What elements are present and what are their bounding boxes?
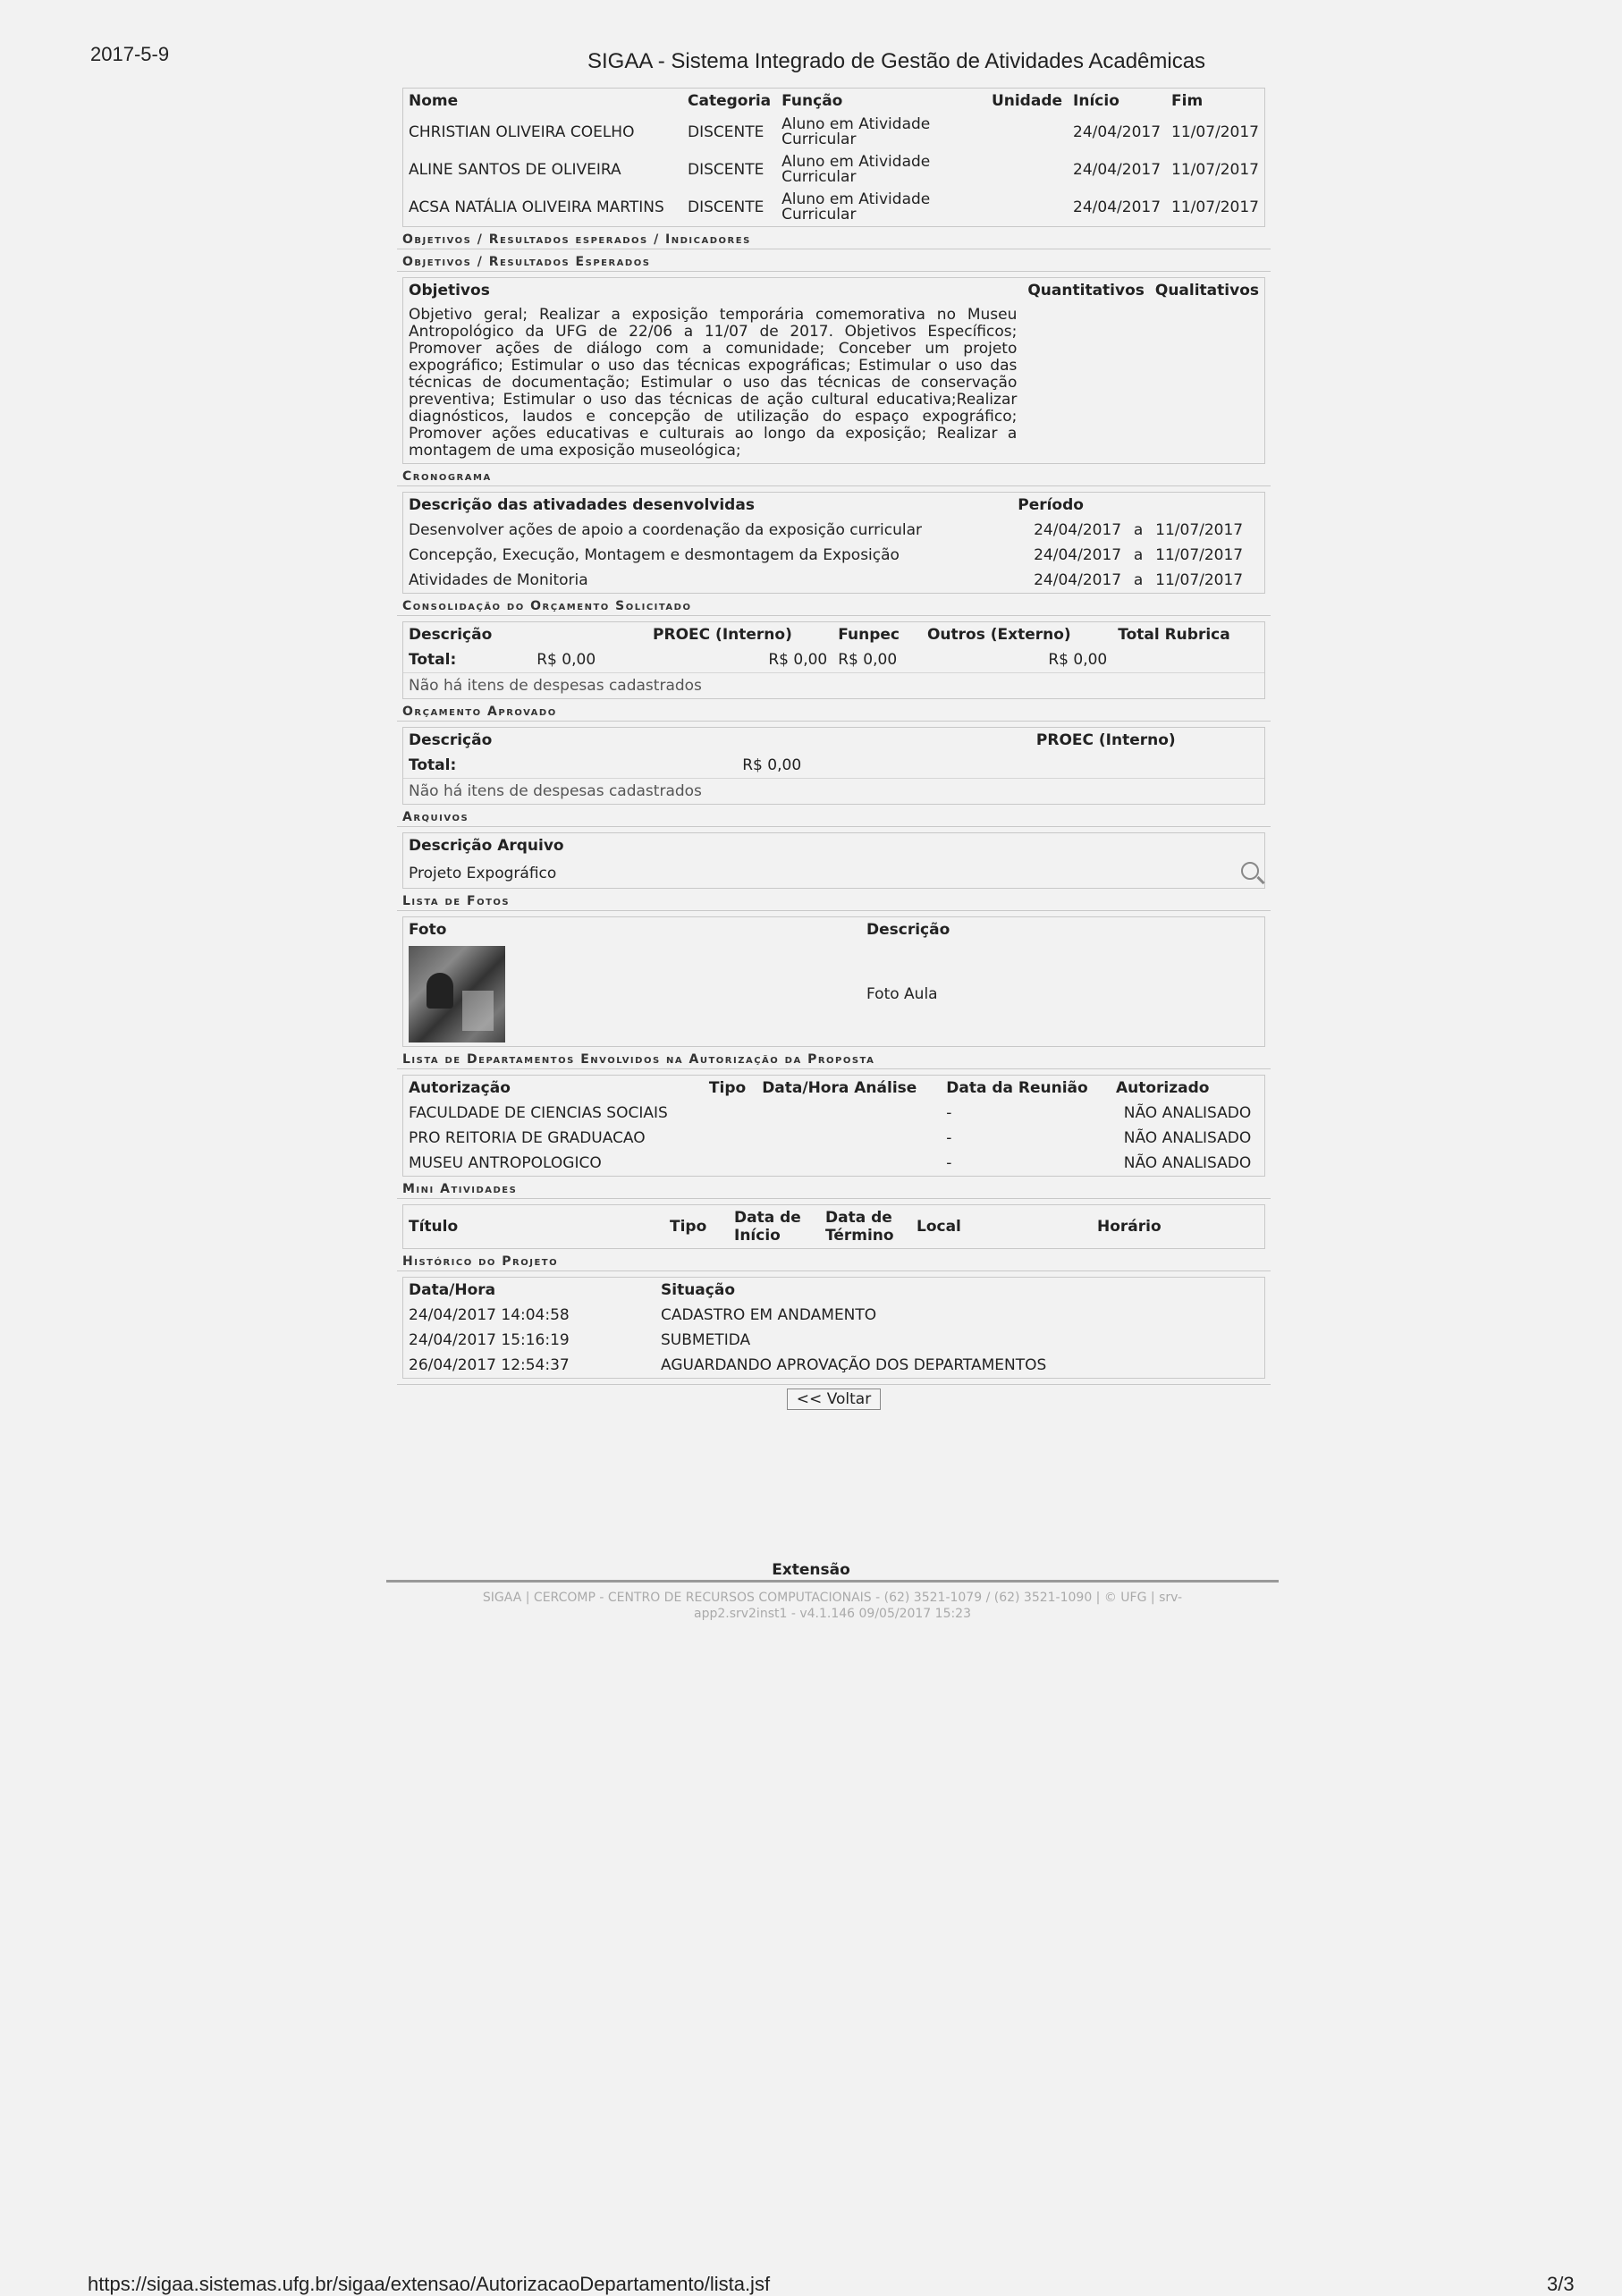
section-files: Arquivos xyxy=(397,805,1271,827)
col-data-hora: Data/Hora xyxy=(409,1281,496,1299)
file-name: Projeto Expográfico xyxy=(409,864,557,882)
col-categoria: Categoria xyxy=(688,92,772,110)
table-row xyxy=(403,189,1264,226)
col-situacao: Situação xyxy=(661,1281,735,1299)
member-end: 11/07/2017 xyxy=(1171,198,1259,216)
back-button[interactable]: << Voltar xyxy=(787,1389,881,1410)
col-tipo: Tipo xyxy=(670,1218,707,1236)
section-objectives: Objetivos / Resultados Esperados xyxy=(397,249,1271,272)
budget-approved-table xyxy=(402,727,1265,805)
col-descricao-atividades: Descrição das ativadades desenvolvidas xyxy=(409,496,755,514)
photos-table xyxy=(402,916,1265,1047)
empty-message: Não há itens de despesas cadastrados xyxy=(403,673,1264,699)
search-icon[interactable] xyxy=(1241,862,1259,880)
section-objectives-indicators: Objetivos / Resultados esperados / Indicadores xyxy=(397,227,1271,249)
table-row xyxy=(403,151,1264,189)
activity-start: 24/04/2017 xyxy=(1034,521,1122,539)
total-value: R$ 0,00 xyxy=(1048,651,1108,669)
mini-activities-table xyxy=(402,1204,1265,1249)
table-row xyxy=(403,1303,1264,1328)
table-row xyxy=(403,568,1264,593)
department-analysis-date xyxy=(756,1151,941,1176)
history-table xyxy=(402,1277,1265,1379)
history-date: 24/04/2017 14:04:58 xyxy=(409,1306,570,1324)
activity-description: Atividades de Monitoria xyxy=(409,571,588,589)
col-foto: Foto xyxy=(409,921,447,939)
col-data-inicio: Data de Início xyxy=(734,1209,801,1245)
col-funcao: Função xyxy=(781,92,843,110)
col-autorizado: Autorizado xyxy=(1115,1079,1210,1097)
table-row xyxy=(403,1328,1264,1353)
section-budget-approved: Orçamento Aprovado xyxy=(397,699,1271,722)
department-status: NÃO ANALISADO xyxy=(1123,1154,1252,1172)
system-footer-line1: SIGAA | CERCOMP - CENTRO DE RECURSOS COMPUTACIONAIS - (62) 3521-1079 / (62) 3521-1090 | © UFG | srv- xyxy=(482,1591,1183,1605)
department-meeting-date: - xyxy=(946,1154,952,1172)
history-status: CADASTRO EM ANDAMENTO xyxy=(661,1306,877,1324)
col-data-analise: Data/Hora Análise xyxy=(762,1079,917,1097)
col-data-reuniao: Data da Reunião xyxy=(946,1079,1088,1097)
table-row xyxy=(403,114,1264,151)
col-quantitativos: Quantitativos xyxy=(1027,282,1145,300)
table-row xyxy=(403,518,1264,543)
col-objetivos: Objetivos xyxy=(409,282,490,300)
table-row xyxy=(403,543,1264,568)
activity-sep: a xyxy=(1133,571,1144,589)
col-titulo: Título xyxy=(409,1218,459,1236)
col-qualitativos: Qualitativos xyxy=(1154,282,1259,300)
member-name: ALINE SANTOS DE OLIVEIRA xyxy=(409,161,621,179)
departments-table xyxy=(402,1075,1265,1177)
member-category: DISCENTE xyxy=(688,161,765,179)
col-total-rubrica: Total Rubrica xyxy=(1118,626,1230,644)
activity-end: 11/07/2017 xyxy=(1155,546,1244,564)
total-value: R$ 0,00 xyxy=(536,651,596,669)
files-table xyxy=(402,832,1265,889)
empty-message: Não há itens de despesas cadastrados xyxy=(403,779,1264,805)
department-name: MUSEU ANTROPOLOGICO xyxy=(409,1154,602,1172)
activity-description: Desenvolver ações de apoio a coordenação da exposição curricular xyxy=(409,521,923,539)
total-value: R$ 0,00 xyxy=(838,651,898,669)
col-nome: Nome xyxy=(409,92,459,110)
members-table xyxy=(402,88,1265,227)
department-type xyxy=(704,1126,756,1151)
col-descricao: Descrição xyxy=(409,731,493,749)
history-status: SUBMETIDA xyxy=(661,1331,751,1349)
col-unidade: Unidade xyxy=(991,92,1063,110)
member-end: 11/07/2017 xyxy=(1171,123,1259,141)
project-view xyxy=(393,88,1274,1410)
table-row xyxy=(403,1151,1264,1176)
table-row xyxy=(403,942,1264,1046)
photo-description: Foto Aula xyxy=(866,985,938,1003)
col-descricao: Descrição xyxy=(409,626,493,644)
department-meeting-date: - xyxy=(946,1104,952,1122)
activity-start: 24/04/2017 xyxy=(1034,571,1122,589)
department-type xyxy=(704,1101,756,1126)
section-budget-requested: Consolidação do Orçamento Solicitado xyxy=(397,594,1271,616)
activity-sep: a xyxy=(1133,521,1144,539)
section-schedule: Cronograma xyxy=(397,464,1271,486)
member-category: DISCENTE xyxy=(688,198,765,216)
col-proec: PROEC (Interno) xyxy=(653,626,792,644)
member-name: CHRISTIAN OLIVEIRA COELHO xyxy=(409,123,635,141)
col-outros: Outros (Externo) xyxy=(926,626,1071,644)
footer-divider xyxy=(386,1580,1279,1583)
history-status: AGUARDANDO APROVAÇÃO DOS DEPARTAMENTOS xyxy=(661,1356,1047,1374)
module-label[interactable]: Extensão xyxy=(772,1561,850,1579)
activity-start: 24/04/2017 xyxy=(1034,546,1122,564)
section-departments: Lista de Departamentos Envolvidos na Autorização da Proposta xyxy=(397,1047,1271,1069)
col-funpec: Funpec xyxy=(838,626,900,644)
section-mini-activities: Mini Atividades xyxy=(397,1177,1271,1199)
total-value: R$ 0,00 xyxy=(768,651,828,669)
photo-thumbnail[interactable] xyxy=(409,946,505,1042)
total-label-text: Total: xyxy=(409,651,457,669)
member-category: DISCENTE xyxy=(688,123,765,141)
col-inicio: Início xyxy=(1073,92,1119,110)
history-date: 26/04/2017 12:54:37 xyxy=(409,1356,570,1374)
member-unit xyxy=(986,114,1068,151)
col-tipo: Tipo xyxy=(708,1079,747,1097)
total-label xyxy=(403,753,1031,779)
table-row xyxy=(403,1101,1264,1126)
department-meeting-date: - xyxy=(946,1129,952,1147)
member-role: Aluno em Atividade Curricular xyxy=(781,153,931,186)
col-fim: Fim xyxy=(1171,92,1204,110)
print-title: SIGAA - Sistema Integrado de Gestão de Atividades Acadêmicas xyxy=(587,49,1206,73)
objectives-table xyxy=(402,277,1265,464)
schedule-table xyxy=(402,492,1265,594)
member-unit xyxy=(986,151,1068,189)
table-row xyxy=(403,1353,1264,1378)
print-url: https://sigaa.sistemas.ufg.br/sigaa/extensao/AutorizacaoDepartamento/lista.jsf xyxy=(88,2273,771,2295)
member-role: Aluno em Atividade Curricular xyxy=(781,190,931,224)
col-descricao: Descrição xyxy=(866,921,950,939)
department-status: NÃO ANALISADO xyxy=(1123,1104,1252,1122)
activity-end: 11/07/2017 xyxy=(1155,521,1244,539)
department-status: NÃO ANALISADO xyxy=(1123,1129,1252,1147)
section-history: Histórico do Projeto xyxy=(397,1249,1271,1271)
activity-sep: a xyxy=(1133,546,1144,564)
col-local: Local xyxy=(917,1218,961,1236)
history-date: 24/04/2017 15:16:19 xyxy=(409,1331,570,1349)
member-start: 24/04/2017 xyxy=(1073,161,1162,179)
print-page-number: 3/3 xyxy=(1547,2273,1575,2295)
col-data-termino: Data de Término xyxy=(825,1209,894,1245)
objectives-text: Objetivo geral; Realizar a exposição temporária comemorativa no Museu Antropológico da UFG de 22/06 a 11/07 de 2017. Objetivos Específicos; Promover ações de diálogo com a comunidade; Conceber um projeto expográfico; Estimular o uso das técnicas expográficas; Estimular o uso das técnicas de documentação; Estimular o uso das técnicas de conservação preventiva; Estimular o uso das técnicas de ação cultural educativa;Realizar diagnósticos, laudos e concepção de utilização do espaço expográfico; Promover ações educativas e culturais ao longo da exposição; Realizar a montagem de uma exposição museológica; xyxy=(409,306,1018,460)
member-start: 24/04/2017 xyxy=(1073,123,1162,141)
member-end: 11/07/2017 xyxy=(1171,161,1259,179)
total-value: R$ 0,00 xyxy=(742,756,802,774)
system-footer-line2: app2.srv2inst1 - v4.1.146 09/05/2017 15:23 xyxy=(693,1607,972,1621)
member-unit xyxy=(986,189,1068,226)
col-descricao-arquivo: Descrição Arquivo xyxy=(409,837,564,855)
department-analysis-date xyxy=(756,1126,941,1151)
col-autorizacao: Autorização xyxy=(409,1079,511,1097)
member-start: 24/04/2017 xyxy=(1073,198,1162,216)
col-horario: Horário xyxy=(1097,1218,1162,1236)
col-proec: PROEC (Interno) xyxy=(1035,731,1176,749)
department-type xyxy=(704,1151,756,1176)
table-row xyxy=(403,1126,1264,1151)
member-name: ACSA NATÁLIA OLIVEIRA MARTINS xyxy=(409,198,664,216)
member-role: Aluno em Atividade Curricular xyxy=(781,115,931,148)
total-label-text: Total: xyxy=(409,756,457,774)
budget-requested-table xyxy=(402,621,1265,699)
total-label xyxy=(403,647,647,673)
print-date: 2017-5-9 xyxy=(90,43,170,65)
department-name: FACULDADE DE CIENCIAS SOCIAIS xyxy=(409,1104,668,1122)
activity-end: 11/07/2017 xyxy=(1155,571,1244,589)
system-footer xyxy=(386,1590,1279,1622)
col-periodo: Período xyxy=(1018,496,1084,514)
activity-description: Concepção, Execução, Montagem e desmontagem da Exposição xyxy=(409,546,900,564)
table-row xyxy=(403,858,1264,888)
department-analysis-date xyxy=(756,1101,941,1126)
section-photos: Lista de Fotos xyxy=(397,889,1271,911)
department-name: PRO REITORIA DE GRADUACAO xyxy=(409,1129,646,1147)
